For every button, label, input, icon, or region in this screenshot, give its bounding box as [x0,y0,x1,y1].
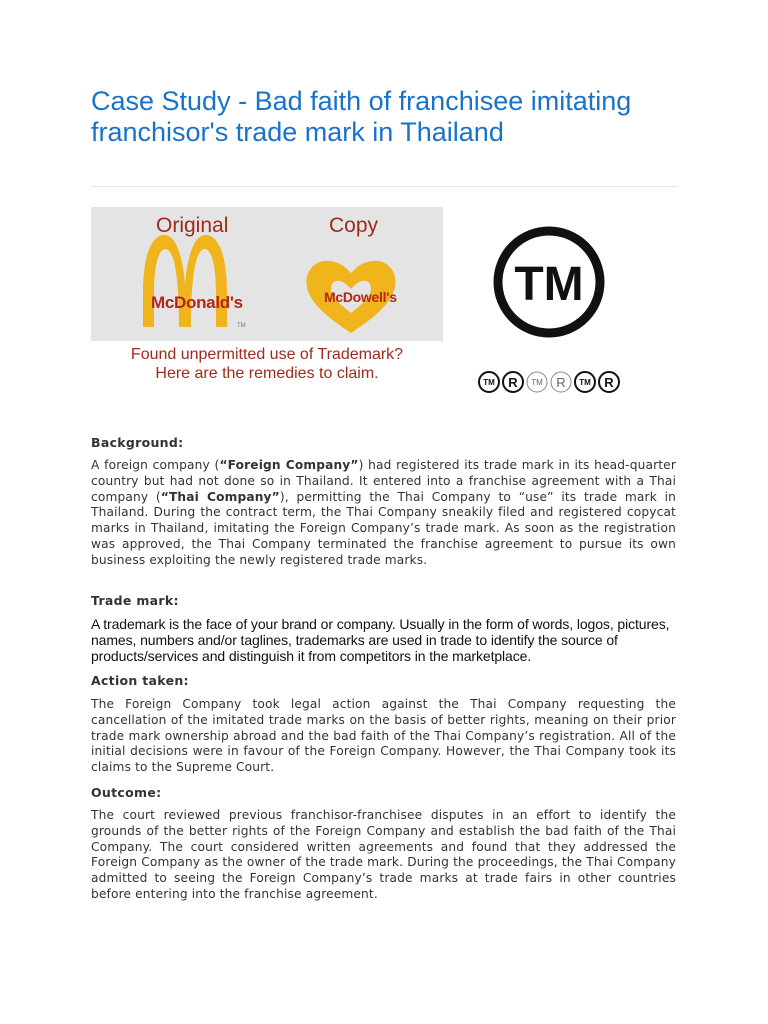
banner-caption-line1: Found unpermitted use of Trademark? [130,346,404,363]
background-text-mid: ) had registered its trade mark in its head-quarter country but had not done so in Thailand. It entered into a franchise agreement with a Thai company ( [91,458,676,504]
logos-graphic [91,207,443,341]
thai-company-term: “Thai Company” [160,489,280,504]
background-text-end: ), permitting the Thai Company to “use” its trade mark in Thailand. During the contract term, the Thai Company sneakily filed and registered copycat marks in Thailand, imitating the Foreign Company’s trade mark. As soon as the registration was approved, the Thai Company terminated the franchise agreement to pursue its own business exploiting the newly registered trade marks. [91,489,677,567]
outcome-heading: Outcome: [91,785,162,800]
tm-mark-small: TM [237,323,246,329]
tm-symbol-label: R [556,375,566,390]
original-label: Original [156,214,229,237]
trademark-heading: Trade mark: [91,593,179,608]
tm-symbol-label: R [604,375,614,390]
tm-big-text: TM [514,258,584,311]
tm-symbols-image [446,207,646,401]
tm-symbol-label: TM [483,378,495,387]
trademark-comparison-image [91,207,443,401]
tm-symbol-label: R [508,375,518,390]
tm-symbol-label: TM [531,378,543,387]
action-heading: Action taken: [91,673,189,688]
tm-circle-icon [446,207,646,401]
banner-caption [91,345,443,383]
trademark-paragraph: A trademark is the face of your brand or company. Usually in the form of words, logos, pictures, names, numbers and/or taglines, trademarks are used in trade to identify the source of products/services and distinguish it from competitors in the marketplace. [91,616,670,664]
action-paragraph: The Foreign Company took legal action against the Thai Company requesting the cancellation of the imitated trade marks on the basis of better rights, meaning on their prior trade mark ownership abroad and the bad faith of the Thai Company’s registration. All of the initial decisions were in favour of the Foreign Company. However, the Thai Company took its claims to the Supreme Court. [91,697,676,775]
tm-symbol-row [479,372,619,392]
foreign-company-term: “Foreign Company” [219,458,359,472]
title-divider [91,186,678,187]
tm-symbol-label: TM [579,378,591,387]
background-paragraph [91,458,676,569]
background-text-start: A foreign company ( [91,458,220,472]
background-heading: Background: [91,435,184,450]
copy-brand-text: McDowell's [324,289,397,305]
copy-label: Copy [329,214,379,237]
banner-caption-line2: Here are the remedies to claim. [155,365,379,382]
outcome-paragraph: The court reviewed previous franchisor-franchisee disputes in an effort to identify the grounds of the better rights of the Foreign Company and establish the bad faith of the Thai Company. The court considered written agreements and found that they addressed the Foreign Company as the owner of the trade mark. During the proceedings, the Thai Company admitted to seeing the Foreign Company’s trade marks at trade fairs in other countries before entering into the franchise agreement. [91,808,676,901]
page-title: Case Study - Bad faith of franchisee imitating franchisor's trade mark in Thailand [91,86,632,147]
original-brand-text: McDonald's [151,293,243,312]
